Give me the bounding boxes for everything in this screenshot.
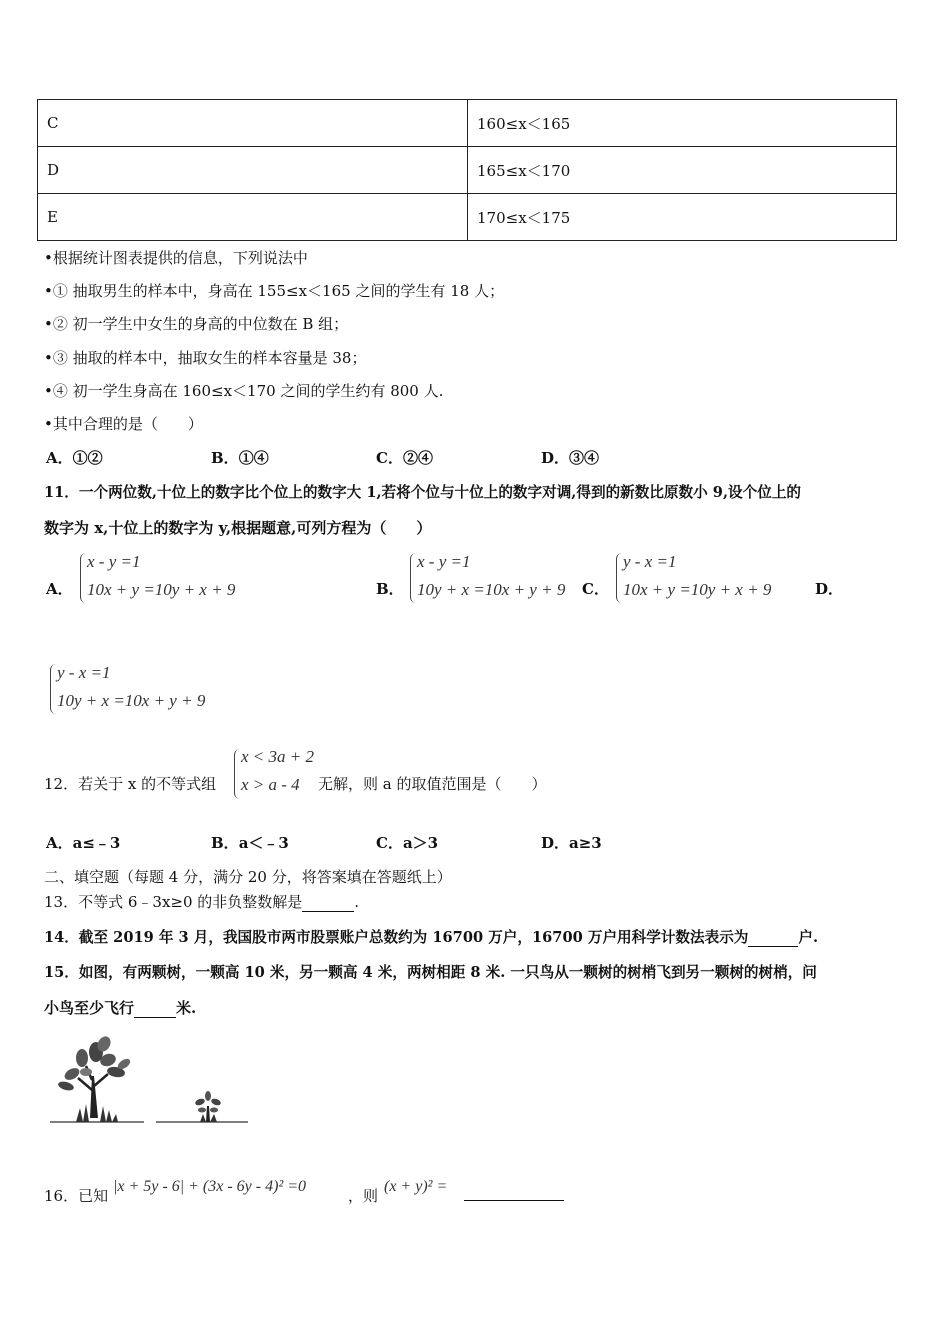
brace-icon [616,553,623,603]
q15-line1: 15．如图，有两颗树，一颗高 10 米，另一颗高 4 米，两树相距 8 米. 一只鸟从一颗树的树梢飞到另一颗树的树梢，问 [44,964,817,981]
q11-stem-line2: 数字为 x,十位上的数字为 y,根据题意,可列方程为（ ） [44,519,432,537]
q11-option-c-eq2: 10x + y =10y + x + 9 [623,580,772,599]
table-cell-group: C [38,100,468,147]
q10-statement-2: •② 初一学生中女生的身高的中位数在 B 组； [44,315,349,333]
table-row [38,100,897,147]
q12-option-d: D．a≥3 [541,834,602,852]
brace-icon [80,553,87,603]
q11-option-a-label: A． [46,580,73,598]
q16-prefix: 16．已知 [44,1187,109,1205]
q11-option-c-label: C． [582,580,609,598]
table-cell-range: 165≤x＜170 [468,147,897,194]
q11-option-a-eq1: x - y =1 [87,552,141,571]
brace-icon [50,664,57,714]
brace-icon [234,749,241,799]
q13: 13．不等式 6﹣3x≥0 的非负整数解是 . [44,893,360,911]
q12-option-a: A．a≤﹣3 [46,834,121,852]
table-cell-range: 170≤x＜175 [468,194,897,241]
q16-expr2: (x + y)² = [384,1178,448,1195]
q11-stem-line1: 11．一个两位数,十位上的数字比个位上的数字大 1,若将个位与十位上的数字对调,得到的新数比原数小 9,设个位上的 [44,484,802,501]
q10-option-b: B．①④ [211,449,269,467]
two-trees-figure [46,1030,256,1130]
q11-option-b-eq2: 10y + x =10x + y + 9 [417,580,566,599]
table-cell-group: E [38,194,468,241]
brace-icon [410,553,417,603]
q11-option-a-eq2: 10x + y =10y + x + 9 [87,580,236,599]
section-heading: 二、填空题（每题 4 分，满分 20 分，将答案填在答题纸上） [44,868,452,886]
table-row [38,147,897,194]
q12-suffix: 无解，则 a 的取值范围是（ ） [318,775,547,793]
q12-eq2: x > a - 4 [241,775,300,794]
q12-stem: 12．若关于 x 的不等式组 [44,775,217,793]
q10-statement-4: •④ 初一学生身高在 160≤x＜170 之间的学生约有 800 人. [44,382,444,400]
table-cell-group: D [38,147,468,194]
table-row [38,194,897,241]
q10-option-a: A．①② [46,449,103,467]
q10-statement-3: •③ 抽取的样本中，抽取女生的样本容量是 38； [44,349,367,367]
q16-expr1: |x + 5y - 6| + (3x - 6y - 4)² =0 [113,1178,307,1195]
q11-option-d-eq2: 10y + x =10x + y + 9 [57,691,206,710]
q11-option-c-eq1: y - x =1 [623,552,677,571]
q10-intro: •根据统计图表提供的信息，下列说法中 [44,249,308,267]
answer-blank[interactable] [302,911,354,912]
q10-option-c: C．②④ [376,449,433,467]
q11-option-b-eq1: x - y =1 [417,552,471,571]
q11-option-d-eq1: y - x =1 [57,663,111,682]
q14: 14．截至 2019 年 3 月，我国股市两市股票账户总数约为 16700 万户，16700 万户用科学计数法表示为 户. [44,929,819,946]
q15-line2: 小鸟至少飞行 米. [44,999,197,1017]
answer-blank[interactable] [134,1017,176,1018]
table-cell-range: 160≤x＜165 [468,100,897,147]
q12-option-b: B．a＜﹣3 [211,834,289,852]
answer-blank[interactable] [464,1184,564,1201]
height-group-table [37,99,897,241]
q10-statement-1: •① 抽取男生的样本中，身高在 155≤x＜165 之间的学生有 18 人； [44,282,505,300]
q11-option-b-label: B． [376,580,404,598]
q12-eq1: x < 3a + 2 [241,747,314,766]
q12-option-c: C．a＞3 [376,834,439,852]
answer-blank[interactable] [748,946,798,947]
q10-prompt: •其中合理的是（ ） [44,415,203,433]
q16-mid: ，则 [348,1187,379,1205]
q10-option-d: D．③④ [541,449,600,467]
q11-option-d-label: D． [815,580,844,598]
